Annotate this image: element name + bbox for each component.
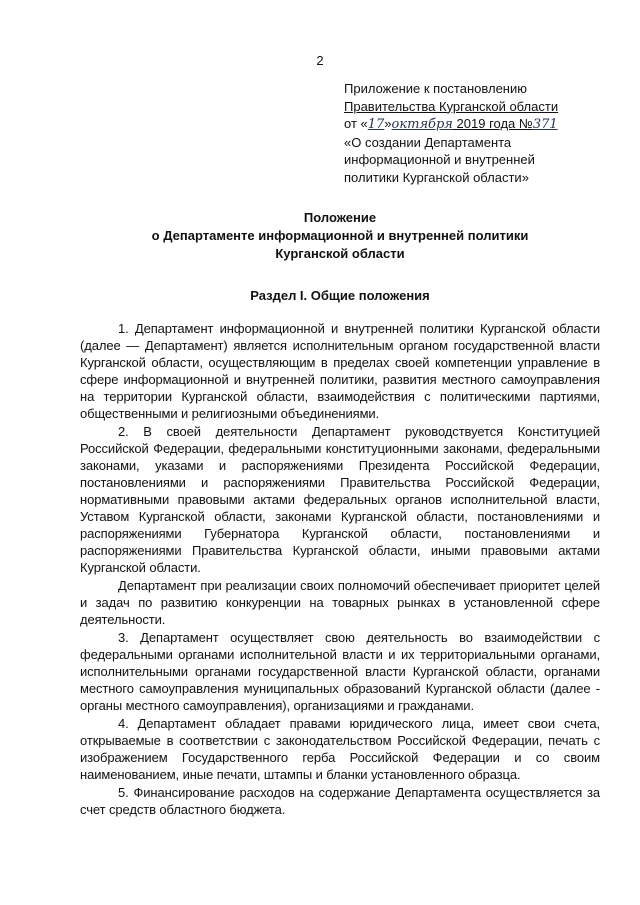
approval-date-day: 17 [367,117,385,132]
document-title [60,209,620,263]
title-line-3: Курганской области [275,246,405,261]
section-heading: Раздел I. Общие положения [250,288,430,303]
title-line-2: о Департаменте информационной и внутренней политики [151,228,529,243]
approval-line-3 [344,115,604,134]
title-line-1: Положение [303,210,377,225]
paragraph-3: 3. Департамент осуществляет свою деятельность во взаимодействии с федеральными органами исполнительной власти и их территориальными органами, исполнительными органами государственной власти Курганской области, органами местного самоуправления муниципальных образований Курганской области (далее - органы местного самоуправления), организациями и гражданами. [80,630,600,713]
approval-block [344,80,604,186]
paragraph-4: 4. Департамент обладает правами юридического лица, имеет свои счета, открываемые в соответствии с законодательством Российской Федерации, печать с изображением Государственного герба Российской Федерации и со своим наименованием, иные печати, штампы и бланки установленного образца. [80,716,600,782]
paragraph-2-continued: Департамент при реализации своих полномочий обеспечивает приоритет целей и задач по развитию конкуренции на товарных рынках в установленной сфере деятельности. [80,578,600,627]
approval-line-4: «О создании Департамента [344,134,512,150]
approval-line-1: Приложение к постановлению [344,81,527,96]
approval-date-year: 2019 года № [452,116,533,131]
approval-date-mid: » [384,116,392,131]
approval-date-month: октября [391,117,453,132]
approval-number: 371 [532,117,558,132]
paragraph-2: 2. В своей деятельности Департамент руководствуется Конституцией Российской Федерации, федеральными конституционными законами, федеральными законами, указами и распоряжениями Президента Российской Федерации, постановлениями и распоряжениями Правительства Российской Федерации, нормативными правовыми актами федеральных органов исполнительной власти, Уставом Курганской области, законами Курганской области, постановлениями и распоряжениями Губернатора Курганской области, постановлениями и распоряжениями Правительства Курганской области, иными правовыми актами Курганской области. [80,424,600,575]
approval-line-6: политики Курганской области» [344,169,529,185]
paragraph-1: 1. Департамент информационной и внутренней политики Курганской области (далее — Департамент) является исполнительным органом государственной власти Курганской области, осуществляющим в пределах своей компетенции управление в сфере информационной и внутренней политики, развития местного самоуправления на территории Курганской области, взаимодействия с политическими партиями, общественными и религиозными объединениями. [80,321,600,421]
approval-line-2: Правительства Курганской области [344,98,559,114]
paragraph-5: 5. Финансирование расходов на содержание Департамента осуществляется за счет средств областного бюджета. [80,785,600,817]
approval-date-prefix: от « [344,116,368,131]
approval-line-5: информационной и внутренней [344,152,535,167]
document-body [80,320,600,819]
page-number: 2 [316,53,324,68]
